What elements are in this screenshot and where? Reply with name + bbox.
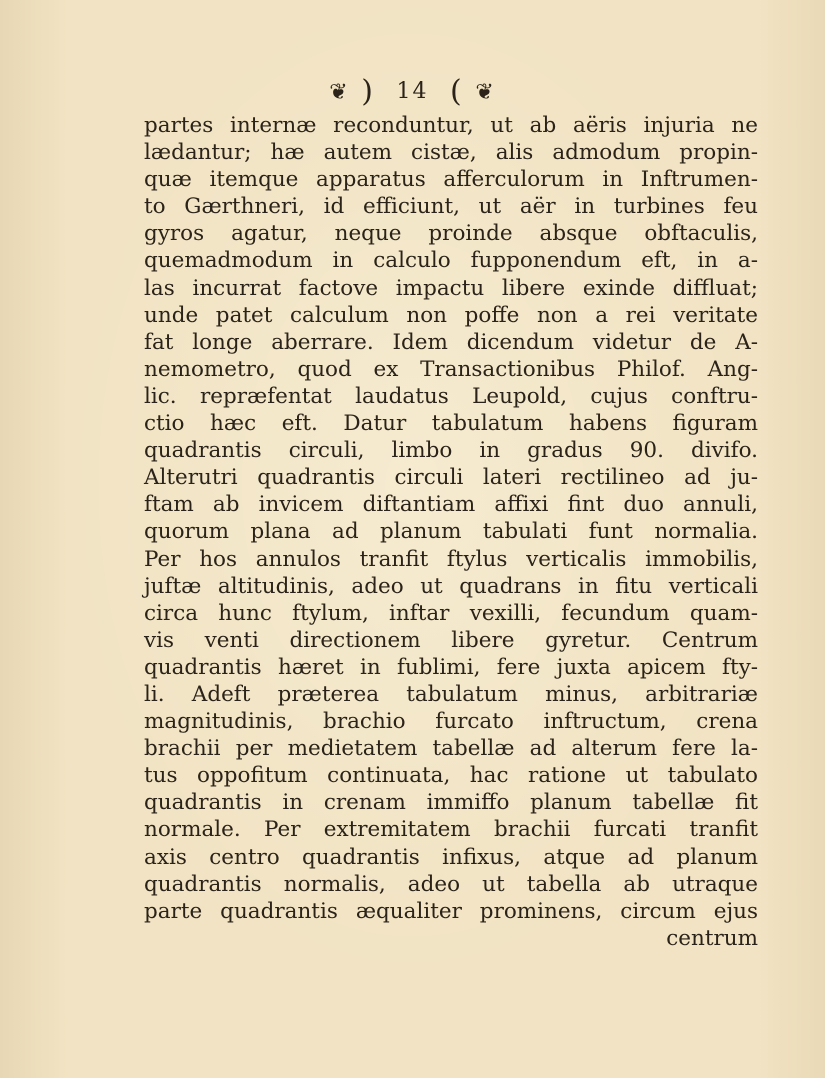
text-line: to Gærthneri, id efficiunt, ut aër in turbines feu xyxy=(144,194,758,220)
text-line: quadrantis in crenam immiffo planum tabellæ fit xyxy=(144,790,758,816)
text-line: quemadmodum in calculo fupponendum eft, in a- xyxy=(144,248,758,274)
text-line: magnitudinis, brachio furcato inftructum, crena xyxy=(144,709,758,735)
text-line: juftæ altitudinis, adeo ut quadrans in fitu verticali xyxy=(144,573,758,599)
text-line: fat longe aberrare. Idem dicendum videtur de A- xyxy=(144,329,758,355)
page-number: 14 xyxy=(396,79,429,104)
text-line: partes internæ reconduntur, ut ab aëris injuria ne xyxy=(144,113,758,138)
text-line: ftam ab invicem diftantiam affixi fint duo annuli, xyxy=(144,492,758,518)
text-line: normale. Per extremitatem brachii furcati tranfit xyxy=(144,817,758,843)
text-line: ctio hæc eft. Datur tabulatum habens figuram xyxy=(144,411,758,437)
text-line: unde patet calculum non poffe non a rei veritate xyxy=(144,302,758,328)
text-line: nemometro, quod ex Transactionibus Philof. Ang- xyxy=(144,356,758,382)
text-line: li. Adeft præterea tabulatum minus, arbitrariæ xyxy=(144,681,758,707)
text-line: lædantur; hæ autem cistæ, alis admodum propin- xyxy=(144,140,758,166)
page-header xyxy=(0,72,825,113)
text-line: brachii per medietatem tabellæ ad alterum fere la- xyxy=(144,736,758,762)
text-line: vis venti directionem libere gyretur. Centrum xyxy=(144,627,758,653)
catchword: centrum xyxy=(666,925,758,951)
right-ornament-icon: ❦ xyxy=(475,80,496,105)
text-line: quadrantis hæret in fublimi, fere juxta apicem fty- xyxy=(144,654,758,680)
text-line: axis centro quadrantis infixus, atque ad planum xyxy=(144,844,758,870)
left-paren: ) xyxy=(361,74,375,109)
text-line: lic. repræfentat laudatus Leupold, cujus conftru- xyxy=(144,383,758,409)
text-line: parte quadrantis æqualiter prominens, circum ejus xyxy=(144,898,758,924)
text-line: Alterutri quadrantis circuli lateri rectilineo ad ju- xyxy=(144,465,758,491)
text-line: quadrantis circuli, limbo in gradus 90. divifo. xyxy=(144,438,758,464)
text-line: las incurrat factove impactu libere exinde diffluat; xyxy=(144,275,758,301)
left-ornament-icon: ❦ xyxy=(329,80,350,105)
text-line: quorum plana ad planum tabulati funt normalia. xyxy=(144,519,758,545)
text-line: tus oppofitum continuata, hac ratione ut tabulato xyxy=(144,763,758,789)
text-line: circa hunc ftylum, inftar vexilli, fecundum quam- xyxy=(144,600,758,626)
text-line: quadrantis normalis, adeo ut tabella ab utraque xyxy=(144,871,758,897)
right-paren: ( xyxy=(450,74,464,109)
text-line: Per hos annulos tranfit ftylus verticalis immobilis, xyxy=(144,546,758,572)
text-line: quæ itemque apparatus afferculorum in Inftrumen- xyxy=(144,167,758,193)
body-text xyxy=(144,112,758,952)
text-line: gyros agatur, neque proinde absque obftaculis, xyxy=(144,221,758,247)
